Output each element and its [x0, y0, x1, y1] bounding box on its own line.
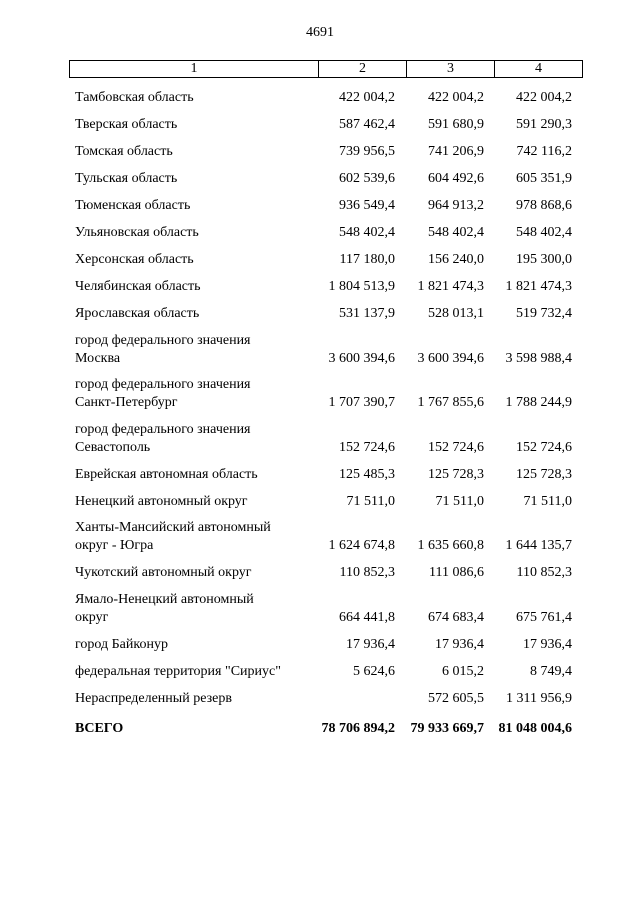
table-row — [69, 215, 573, 242]
value-col3: 125 728,3 — [428, 466, 484, 482]
value-col3: 572 605,5 — [428, 690, 484, 706]
region-name: Чукотский автономный округ — [75, 565, 252, 580]
table-row — [69, 107, 573, 134]
region-name: Нераспределенный резерв — [75, 690, 232, 706]
region-name-line2: округ — [75, 609, 109, 625]
region-name-line1: город федерального значения — [75, 332, 251, 348]
value-col2: 125 485,3 — [339, 466, 395, 482]
value-col3: 6 015,2 — [442, 663, 484, 679]
value-col2: 1 804 513,9 — [328, 279, 395, 294]
value-col4: 1 311 956,9 — [506, 690, 572, 706]
table-row — [69, 484, 573, 511]
table-row — [69, 242, 573, 269]
table-row — [69, 296, 573, 323]
value-col3: 964 913,2 — [428, 198, 484, 213]
value-col2 — [315, 681, 396, 708]
value-col4: 978 868,6 — [516, 198, 572, 213]
value-col2: 602 539,6 — [339, 171, 395, 186]
column-header-4: 4 — [495, 61, 583, 78]
value-col4: 605 351,9 — [516, 171, 572, 186]
value-col2: 422 004,2 — [339, 90, 395, 105]
table-row — [69, 269, 573, 296]
region-name — [69, 511, 315, 556]
value-col4: 1 788 244,9 — [505, 395, 572, 410]
region-name: Челябинская область — [75, 279, 201, 294]
value-col4: 110 852,3 — [516, 565, 572, 580]
value-col3: 741 206,9 — [428, 144, 484, 159]
table-row — [69, 368, 573, 413]
table-row — [69, 654, 573, 681]
value-col3: 17 936,4 — [435, 636, 484, 652]
value-col3: 111 086,6 — [429, 565, 484, 580]
table-row — [69, 161, 573, 188]
value-col3: 674 683,4 — [428, 609, 484, 625]
value-col3: 71 511,0 — [435, 493, 484, 509]
region-name: Тамбовская область — [75, 90, 194, 105]
region-name: город Байконур — [75, 636, 168, 652]
value-col2: 71 511,0 — [346, 493, 395, 509]
region-name-line2: округ - Югра — [75, 538, 154, 553]
table-row — [69, 627, 573, 654]
value-col2: 110 852,3 — [339, 565, 395, 580]
value-col4: 675 761,4 — [516, 609, 572, 625]
value-col3: 548 402,4 — [428, 225, 484, 240]
value-col4: 548 402,4 — [516, 225, 572, 240]
column-header-table — [69, 60, 583, 78]
table-row — [69, 681, 573, 708]
value-col2: 587 462,4 — [339, 117, 395, 132]
value-col4: 519 732,4 — [516, 306, 572, 321]
region-name-line1: город федерального значения — [75, 377, 251, 392]
value-col2: 664 441,8 — [339, 609, 395, 625]
value-col4: 1 644 135,7 — [505, 538, 572, 553]
table-row — [69, 188, 573, 215]
value-col3: 156 240,0 — [428, 252, 484, 267]
region-name: Тверская область — [75, 117, 178, 132]
value-col2: 117 180,0 — [339, 252, 395, 267]
table-row — [69, 457, 573, 484]
total-row — [69, 708, 573, 738]
value-col2: 3 600 394,6 — [328, 350, 395, 366]
value-col4: 71 511,0 — [523, 493, 572, 509]
table-row — [69, 511, 573, 556]
value-col3: 528 013,1 — [428, 306, 484, 321]
column-header-1: 1 — [70, 61, 319, 78]
region-name-line1: Ямало-Ненецкий автономный — [75, 591, 254, 607]
table-row — [69, 323, 573, 368]
value-col4: 17 936,4 — [523, 636, 572, 652]
value-col2: 936 549,4 — [339, 198, 395, 213]
region-name-line1: Ханты-Мансийский автономный — [75, 520, 271, 535]
value-col4: 125 728,3 — [516, 466, 572, 482]
column-header-3: 3 — [407, 61, 495, 78]
region-name: Тюменская область — [75, 198, 191, 213]
value-col3: 1 821 474,3 — [417, 279, 484, 294]
region-name: Тульская область — [75, 171, 178, 186]
total-label: ВСЕГО — [75, 720, 124, 736]
total-col4: 81 048 004,6 — [498, 720, 572, 736]
region-name: Херсонская область — [75, 252, 194, 267]
table-row — [69, 582, 573, 627]
value-col4: 1 821 474,3 — [505, 279, 572, 294]
value-col4: 195 300,0 — [516, 252, 572, 267]
value-col3: 422 004,2 — [428, 90, 484, 105]
region-name: Ярославская область — [75, 306, 200, 321]
table-row — [69, 134, 573, 161]
value-col4: 742 116,2 — [516, 144, 572, 159]
region-name: Ненецкий автономный округ — [75, 493, 248, 509]
value-col2: 1 624 674,8 — [328, 538, 395, 553]
value-col2: 1 707 390,7 — [328, 395, 395, 410]
region-name-line1: город федерального значения — [75, 421, 251, 437]
value-col2: 5 624,6 — [353, 663, 395, 679]
value-col2: 152 724,6 — [339, 439, 395, 455]
total-col3: 79 933 669,7 — [410, 720, 484, 736]
region-name: Еврейская автономная область — [75, 466, 258, 482]
value-col2: 548 402,4 — [339, 225, 395, 240]
region-name — [69, 323, 315, 368]
table-row — [69, 412, 573, 457]
data-table — [69, 80, 573, 738]
region-name-line2: Москва — [75, 350, 121, 366]
total-col2: 78 706 894,2 — [321, 720, 395, 736]
region-name — [69, 368, 315, 413]
table-row — [69, 80, 573, 107]
value-col4: 422 004,2 — [516, 90, 572, 105]
value-col2: 531 137,9 — [339, 306, 395, 321]
value-col3: 3 600 394,6 — [417, 350, 484, 366]
region-name: Ульяновская область — [75, 225, 199, 240]
page-number: 4691 — [306, 25, 334, 40]
value-col3: 1 635 660,8 — [417, 538, 484, 553]
column-header-row — [70, 61, 583, 78]
value-col3: 152 724,6 — [428, 439, 484, 455]
value-col2: 17 936,4 — [346, 636, 395, 652]
region-name: федеральная территория "Сириус" — [75, 663, 281, 679]
value-col4: 8 749,4 — [530, 663, 572, 679]
value-col3: 591 680,9 — [428, 117, 484, 132]
region-name — [69, 582, 315, 627]
region-name-line2: Севастополь — [75, 439, 151, 455]
value-col3: 604 492,6 — [428, 171, 484, 186]
value-col3: 1 767 855,6 — [417, 395, 484, 410]
column-header-2: 2 — [319, 61, 407, 78]
value-col4: 591 290,3 — [516, 117, 572, 132]
table-row — [69, 555, 573, 582]
region-name-line2: Санкт-Петербург — [75, 395, 178, 410]
region-name — [69, 412, 315, 457]
value-col4: 152 724,6 — [516, 439, 572, 455]
value-col2: 739 956,5 — [339, 144, 395, 159]
value-col4: 3 598 988,4 — [505, 350, 572, 366]
region-name: Томская область — [75, 144, 173, 159]
